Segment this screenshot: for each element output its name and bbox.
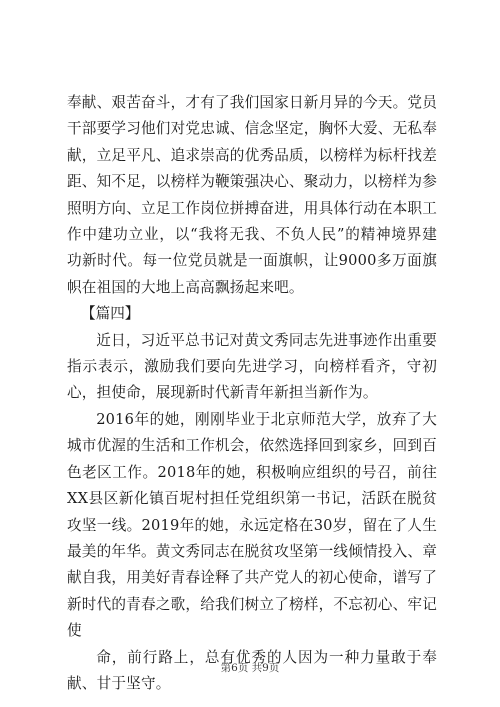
paragraph-closing: 命，前行路上，总有优秀的人因为一种力量敢于奉献、甘于坚守。 [67,648,437,692]
document-body [67,90,437,697]
paragraph-intro: 近日，习近平总书记对黄文秀同志先进事迹作出重要指示表示，激励我们要向先进学习，向榜样看齐，守初心，担使命，展现新时代新青年新担当新作为。 [67,331,437,402]
paragraph-continuation: 奉献、艰苦奋斗，才有了我们国家日新月异的今天。党员干部要学习他们对党忠诚、信念坚定，胸怀大爱、无私奉献，立足平凡、追求崇高的优秀品质，以榜样为标杆找差距、知不足，以榜样为鞭策强决心、聚动力，以榜样为参照明方向、立足工作岗位拼搏奋进，用具体行动在本职工作中建功立业，以“我将无我、不负人民”的精神境界建功新时代。每一位党员就是一面旗帜，让9000多万面旗帜在祖国的大地上高高飘扬起来吧。 [67,94,437,296]
page-footer: 第6页 共9页 [220,662,280,674]
paragraph-biography: 2016年的她，刚刚毕业于北京师范大学，放弃了大城市优渥的生活和工作机会，依然选择回到家乡，回到百色老区工作。2018年的她，积极响应组织的号召，前往XX县区新化镇百坭村担任党组织第一书记，活跃在脱贫攻坚一线。2019年的她，永远定格在30岁，留在了人生最美的年华。黄文秀同志在脱贫攻坚第一线倾情投入、章献自我，用美好青春诠释了共产党人的初心使命，谱写了新时代的青春之歌，给我们树立了榜样，不忘初心、牢记使 [67,410,437,640]
section-heading: 【篇四】 [81,305,140,323]
